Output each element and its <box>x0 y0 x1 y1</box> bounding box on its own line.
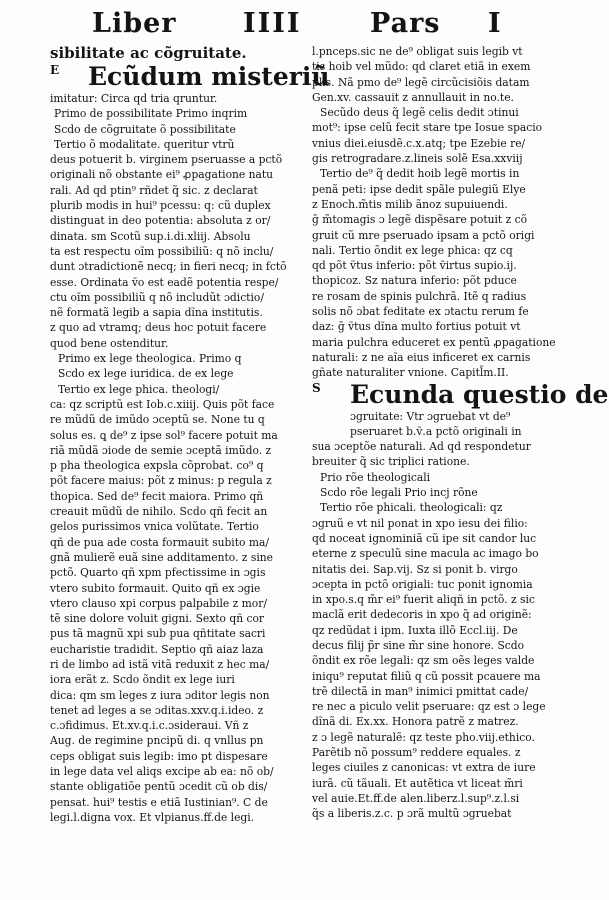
text-line: tenet ad leges a se ɔditas.xxv.q.i.ideo. z <box>50 703 264 717</box>
text-line: qz redũdat i ipm. Iuxta illõ Eccl.iij. De <box>312 623 518 637</box>
text-line: c.ɔfidimus. Et.xv.q.i.c.ɔsideraui. Vñ z <box>50 719 249 733</box>
text-line: tis hoib vel mũdo: qd claret etiã in exem <box>312 60 531 74</box>
text-line: ɔgruũ e vt nil ponat in xpo iesu dei filio: <box>312 516 528 530</box>
list-line: Tertio rõe phicali. theologicali: qz <box>320 501 503 515</box>
text-line: nali. Tertio õndit ex lege phica: qz cq <box>312 243 513 257</box>
text-line: stante obligatiõe pentũ ɔcedit cũ ob dis/ <box>50 780 268 794</box>
text-line: nẽ formatã legib a sapia dĩna institutis. <box>50 306 263 320</box>
text-line: ɔcepta in pctõ origiali: tuc ponit ignomia <box>312 577 533 591</box>
text-line: plurib modis in hui⁹ pcessu: q: cũ duplex <box>50 199 271 213</box>
text-line: riã mũdã ɔiode de semie ɔceptã imũdo. z <box>50 443 272 457</box>
right-paragraph-1 <box>312 44 580 381</box>
text-line: decus filij p̃r sine m̃r sine honore. Scdo <box>312 638 525 652</box>
text-line: nitatis dei. Sap.vij. Sz si ponit b. virgo <box>312 562 518 576</box>
text-line: originali nõ obstante ei⁹ ꝓpagatione natu <box>50 168 274 182</box>
text-line: plis. Nã pmo de⁹ legẽ circũcisiõis datam <box>312 75 530 89</box>
text-line: tẽ sine dolore voluit gigni. Sexto qñ cor <box>50 612 265 626</box>
right-paragraph-2 <box>312 439 580 470</box>
left-section-heading <box>50 62 330 91</box>
header-pars: Pars <box>370 8 441 39</box>
text-line: in lege data vel aliqs excipe ab ea: nõ ob/ <box>50 765 274 779</box>
text-line: l.pnceps.sic ne de⁹ obligat suis legib vt <box>312 45 523 58</box>
text-line: gruit cũ mre pseruado ipsam a pctõ origi <box>312 228 535 242</box>
heading-text: Ecunda questio de <box>350 379 609 409</box>
text-line: z ɔ legẽ naturalẽ: qz teste pho.viij.ethico. <box>312 730 535 744</box>
list-line: Tertio ex lege phica. theologi/ <box>58 382 220 396</box>
text-line: gñate naturaliter vnione. Capitl̃m.II. <box>312 366 509 380</box>
text-line: dunt ɔtradictionẽ necq; in fieri necq; in fctõ <box>50 260 287 274</box>
text-line: Parẽtib nõ possum⁹ reddere equales. z <box>312 746 521 760</box>
header-book-number: IIII <box>243 8 302 39</box>
list-line: Primo ex lege theologica. Primo q <box>58 352 242 366</box>
text-line: põt facere maius: põt z minus: p regula z <box>50 474 272 488</box>
text-line: p pha theologica expsla cõprobat. co⁹ q <box>50 459 264 473</box>
text-line: Primo de possibilitate Primo inqrim <box>54 107 248 121</box>
text-line: esse. Ordinata ṽo est eadẽ potentia respe/ <box>50 275 279 289</box>
text-line: gelos purissimos vnica volũtate. Tertio <box>50 520 259 534</box>
text-line: deus potuerit b. virginem pseruasse a pctõ <box>50 153 283 167</box>
text-line: Aug. de regimine pncipũ di. q vnllus pn <box>50 734 264 748</box>
text-line: penã peti: ipse dedit spãle pulegiũ Elye <box>312 182 526 196</box>
text-line: Secũdo deus q̃ legẽ celis dedit ɔtinui <box>320 106 519 120</box>
right-paragraph-3 <box>312 516 580 822</box>
text-line: Gen.xv. cassauit z annullauit in no.te. <box>312 90 514 104</box>
text-line: pus tã magnũ xpi sub pua qñtitate sacri <box>50 627 266 641</box>
text-line: gis retrogradare.z.lineis solẽ Esa.xxviij <box>312 152 523 166</box>
text-line: qd noceat ignominiã cũ ipe sit candor luc <box>312 531 537 545</box>
text-line: in xpo.s.q m̃r ei⁹ fuerit aliqñ in pctõ. z sic <box>312 593 535 607</box>
text-line: imitatur: Circa qd tria qruntur. <box>50 92 218 105</box>
text-line: trẽ dilectã in man⁹ inimici pmittat cade/ <box>312 684 529 698</box>
right-section-heading <box>312 379 609 440</box>
right-text-column <box>312 44 609 894</box>
text-line: õndit ex rõe legali: qz sm oẽs leges valde <box>312 654 535 668</box>
text-line: daz: ḡ ṽtus dĩna multo fortius potuit vt <box>312 320 521 334</box>
text-line: ta est respectu oĩm possibiliũ: q nõ inclu/ <box>50 244 274 258</box>
text-line: iora erãt z. Scdo õndit ex lege iuri <box>50 673 235 687</box>
heading-initial-letter: S <box>312 380 321 395</box>
text-line: legi.l.digna vox. Et vlpianus.ff.de legi. <box>50 810 255 824</box>
text-line: maria pulchra educeret ex pentũ ꝓpagatione <box>312 335 556 349</box>
text-line: q̃s a liberis.z.c. p ɔrã multũ ɔgruebat <box>312 807 512 821</box>
heading-text: Ecũdum misteriũ <box>88 62 330 91</box>
heading-initial-letter: E <box>50 63 60 77</box>
left-top-line: sibilitate ac cõgruitate. <box>50 44 247 62</box>
list-line: Prio rõe theologicali <box>320 470 431 484</box>
text-line: Tertio õ modalitate. queritur vtrũ <box>54 137 235 151</box>
text-line: re mũdũ de imũdo ɔceptũ se. None tu q <box>50 413 265 427</box>
text-line: pctõ. Quarto qñ xpm pfectissime in ɔgis <box>50 566 266 580</box>
text-line: iurã. cũ tãuali. Et autẽtica vt liceat m̃ri <box>312 776 523 790</box>
text-line: ɔgruitate: Vtr ɔgruebat vt de⁹ <box>350 409 511 423</box>
text-line: eterne z speculũ sine macula ac imago bo <box>312 547 539 561</box>
left-text-column <box>50 44 330 894</box>
left-paragraph-1 <box>50 91 318 351</box>
list-line: Scdo ex lege iuridica. de ex lege <box>58 367 234 381</box>
text-line: vnius diei.eiusdẽ.c.x.atq; tpe Ezebie re/ <box>312 136 526 150</box>
text-line: z quo ad vtramq; deus hoc potuit facere <box>50 321 267 335</box>
text-line: qñ de pua ade costa formauit subito ma/ <box>50 535 269 549</box>
text-line: z Enoch.m̃tis milib ãnoz supuiuendi. <box>312 197 508 211</box>
left-paragraph-2 <box>50 397 318 825</box>
text-line: creauit mũdũ de nihilo. Scdo qñ fecit an <box>50 505 268 519</box>
text-line: re nec a piculo velit pseruare: qz est ɔ lege <box>312 700 546 714</box>
text-line: eucharistie tradidit. Septio qñ aiaz laza <box>50 642 264 656</box>
text-line: dinata. sm Scotũ sup.i.di.xliij. Absolu <box>50 229 251 243</box>
text-line: leges ciuiles z canonicas: vt extra de iure <box>312 761 536 775</box>
running-header <box>0 8 609 48</box>
text-line: ca: qz scriptũ est Iob.c.xiiij. Quis põt face <box>50 397 275 411</box>
text-line: pensat. hui⁹ testis e etiã Iustinian⁹. C de <box>50 795 268 809</box>
text-line: dica: qm sm leges z iura ɔditor legis non <box>50 688 270 702</box>
text-line: Scdo de cõgruitate õ possibilitate <box>54 122 236 136</box>
text-line: ceps obligat suis legib: imo pt dispesare <box>50 749 268 763</box>
text-line: ri de limbo ad istã vitã reduxit z hec ma/ <box>50 657 270 671</box>
text-line: qd põt ṽtus inferio: põt ṽirtus supio.ij. <box>312 259 517 273</box>
text-line: vtero clauso xpi corpus palpabile z mor/ <box>50 596 267 610</box>
text-line: Tertio de⁹ q̃ dedit hoib legẽ mortis in <box>320 167 520 181</box>
text-line: thopicoz. Sz natura inferio: põt pduce <box>312 274 517 288</box>
text-line: gnã mulierẽ euã sine additamento. z sine <box>50 550 273 564</box>
text-line: breuiter q̃ sic triplici ratione. <box>312 455 470 469</box>
text-line: quod bene ostenditur. <box>50 336 169 350</box>
text-line: vel auie.Et.ff.de alen.liberz.l.sup⁹.z.l.si <box>312 791 520 805</box>
text-line: solus es. ꝗ de⁹ z ipse sol⁹ facere potuit ma <box>50 428 278 442</box>
text-line: vtero subito formauit. Quito qñ ex ɔgie <box>50 581 261 595</box>
text-line: mot⁹: ipse celũ fecit stare tpe Iosue spacio <box>312 121 543 135</box>
text-line: sua ɔceptõe naturali. Ad qd respondetur <box>312 440 531 454</box>
header-liber: Liber <box>92 8 177 39</box>
text-line: naturali: z ne aĩa eius inficeret ex carnis <box>312 350 531 364</box>
text-line: ctu oĩm possibiliũ q nõ includũt ɔdictio/ <box>50 290 264 304</box>
text-line: iniqu⁹ reputat filiũ q cũ possit pcauere ma <box>312 669 541 683</box>
text-line: pseruaret b.ṽ.a pctõ originali in <box>350 424 522 438</box>
text-line: dĩnã di. Ex.xx. Honora patrẽ z matrez. <box>312 715 519 729</box>
text-line: distinguat in deo potentia: absoluta z or/ <box>50 214 271 228</box>
text-line: re rosam de spinis pulchrã. Itẽ q radius <box>312 289 527 303</box>
text-line: rali. Ad qd ptin⁹ rñdet q̃ sic. z declarat <box>50 183 258 197</box>
text-line: solis nõ ɔbat feditate ex ɔtactu rerum fe <box>312 305 529 319</box>
header-folio-number: I <box>488 8 502 39</box>
text-line: thopica. Sed de⁹ fecit maiora. Primo qñ <box>50 489 264 503</box>
list-line: Scdo rõe legali Prio incj rõne <box>320 486 478 500</box>
right-list <box>312 470 580 516</box>
left-list <box>50 351 318 397</box>
text-line: maclã erit dedecoris in xpo q̃ ad originẽ: <box>312 608 532 622</box>
text-line: ḡ m̃tomagis ɔ legẽ dispẽsare potuit z cõ <box>312 213 528 227</box>
